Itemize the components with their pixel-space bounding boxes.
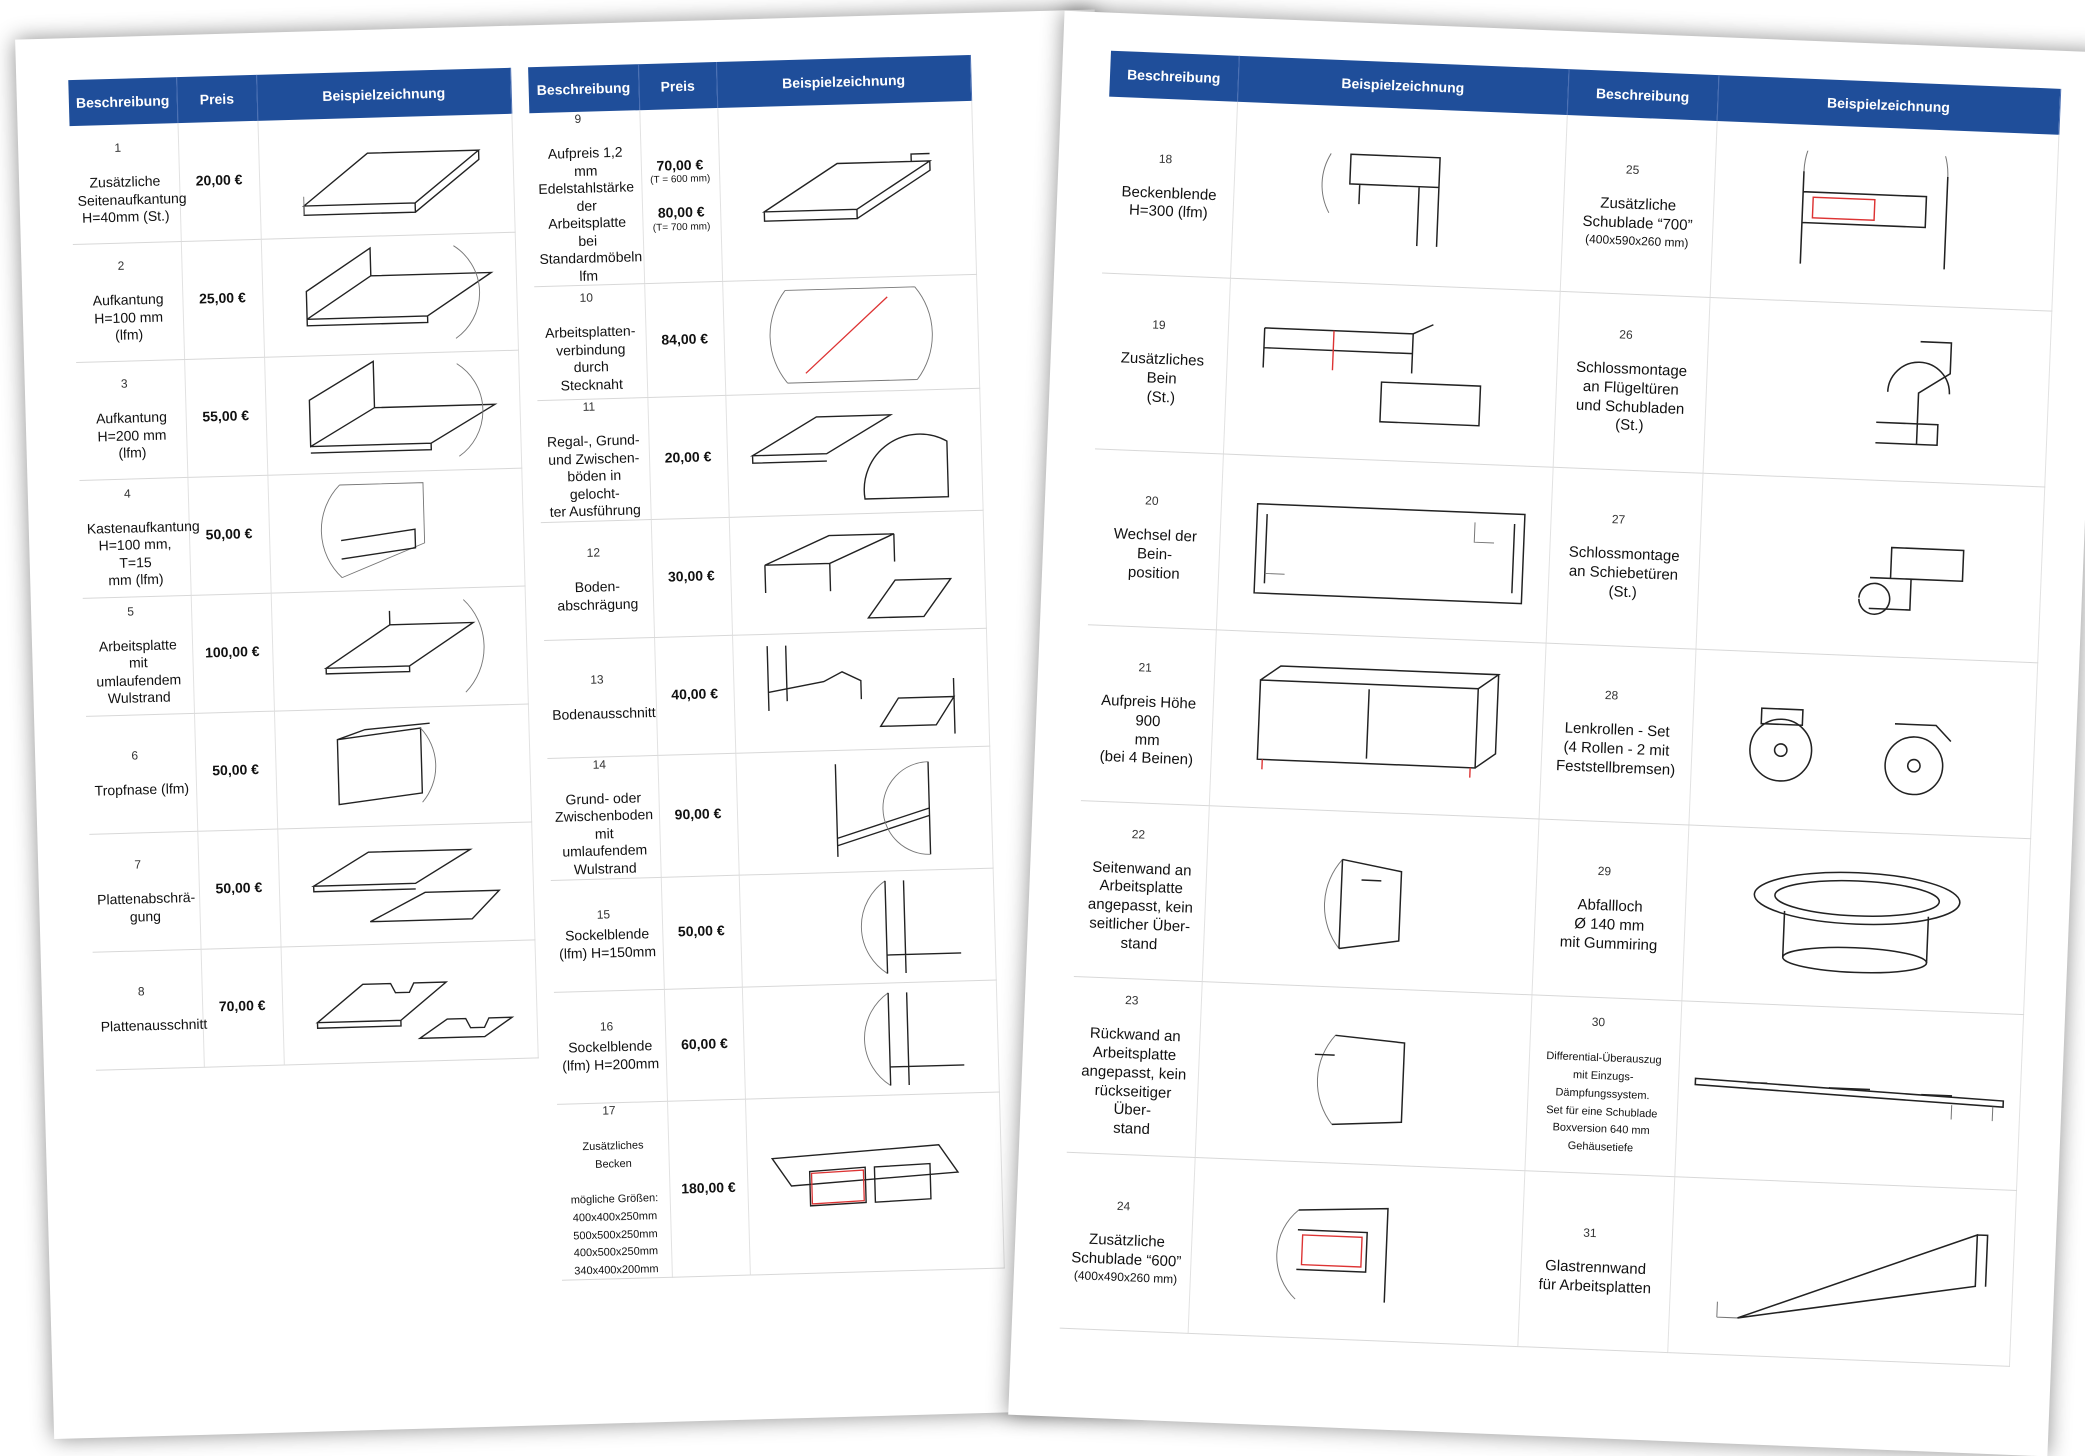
description-cell — [554, 989, 667, 1104]
drawing-cell — [722, 274, 979, 395]
shelf-bevel-drawing — [735, 513, 979, 631]
description-cell — [1553, 291, 1710, 473]
drawing-cell — [277, 821, 534, 946]
plinth-drawing — [745, 868, 989, 986]
price-cell — [201, 947, 284, 1067]
drawing-cell — [1688, 649, 2037, 839]
item-description: Bodenausschnitt — [551, 703, 656, 723]
price-cell — [184, 357, 267, 477]
header-description: Beschreibung — [68, 77, 177, 126]
lock-sliding-drawing — [1703, 499, 2037, 635]
item-description: Arbeitsplatte mit umlaufendem Wulstrand — [96, 635, 182, 707]
item-number: 6 — [131, 748, 139, 763]
item-price: 70,00 € — [218, 997, 266, 1015]
header-description: Beschreibung — [528, 64, 639, 113]
description-cell — [86, 713, 197, 834]
description-cell — [1531, 818, 1688, 1000]
item-number: 2 — [117, 258, 125, 274]
bevel-drawing — [284, 825, 528, 943]
item-description: Regal-, Grund- und Zwischen- böden in gelocht- ter Ausführung — [546, 431, 641, 520]
drawing-cell — [717, 101, 976, 282]
table-row — [544, 628, 989, 758]
table-row — [537, 388, 982, 522]
description-cell — [1524, 994, 1681, 1176]
item-number: 9 — [574, 111, 582, 127]
price-cell — [639, 108, 722, 284]
item-price: 50,00 € — [205, 525, 253, 543]
drawing-cell — [735, 746, 992, 875]
left-catalog-page — [15, 9, 1134, 1439]
item-price: 100,00 € — [204, 643, 260, 661]
drawing-cell — [1188, 1157, 1525, 1346]
item-price: 70,00 € (T = 600 mm) 80,00 € (T= 700 mm) — [650, 156, 711, 234]
item-description: Arbeitsplatten- verbindung durch Stecknaht — [544, 322, 636, 393]
description-cell — [1560, 115, 1717, 297]
item-description: Differential-Überauszug mit Einzugs- Dämpfungssystem. Set für eine Schublade Boxversion 640 mm Gehäusetiefe — [1545, 1050, 1662, 1155]
options-table-left-2 — [528, 55, 1004, 1281]
item-description: Rückwand an Arbeitsplatte angepasst, kein rückseitiger Über- stand — [1080, 1024, 1187, 1139]
item-number: 14 — [592, 757, 607, 772]
sink-drawing — [752, 1125, 996, 1243]
description-cell — [534, 284, 647, 401]
drawing-cell — [725, 388, 982, 517]
table-row — [70, 114, 515, 244]
drawing-cell — [281, 939, 538, 1064]
sink-panel-drawing — [1238, 130, 1560, 262]
description-cell — [551, 877, 664, 992]
item-description: Tropfnase (lfm) — [94, 779, 190, 799]
extra-leg-drawing — [1231, 306, 1553, 438]
item-description: Plattenabschrä- gung — [96, 888, 196, 925]
description-cell — [73, 241, 184, 362]
description-cell — [1095, 273, 1230, 454]
item-description: Schlossmontage an Schiebetüren (St.) — [1568, 543, 1680, 602]
drawing-cell — [742, 980, 999, 1099]
item-number: 23 — [1124, 993, 1139, 1008]
item-price: 50,00 € — [215, 879, 263, 897]
item-description: Beckenblende H=300 (lfm) — [1121, 182, 1217, 222]
drawing-cell — [745, 1092, 1004, 1275]
item-number: 20 — [1144, 493, 1159, 509]
item-number: 7 — [134, 857, 142, 872]
drawing-cell — [1681, 824, 2030, 1014]
item-price: 55,00 € — [202, 407, 250, 425]
leg-position-drawing — [1224, 482, 1546, 614]
table-row — [547, 746, 992, 880]
drawer-600-drawing — [1195, 1186, 1517, 1318]
item-description: Zusätzliche Seitenaufkantung H=40mm (St.) — [77, 172, 187, 226]
item-description: Boden- abschrägung — [557, 577, 639, 614]
item-note: (400x490x260 mm) — [1073, 1267, 1178, 1287]
item-description: Lenkrollen - Set (4 Rollen - 2 mit Feststellbremsen) — [1555, 719, 1676, 779]
item-number: 31 — [1582, 1225, 1597, 1240]
item-price: 50,00 € — [677, 922, 725, 940]
drawing-cell — [1703, 297, 2052, 487]
description-cell — [547, 755, 660, 880]
item-description: Kastenaufkantung H=100 mm, T=15 mm (lfm) — [86, 517, 200, 589]
price-cell — [644, 281, 725, 397]
item-price: 84,00 € — [661, 330, 709, 348]
description-cell — [1546, 467, 1703, 649]
drawing-cell — [271, 586, 528, 711]
drawing-cell — [739, 868, 996, 987]
price-cell — [651, 517, 732, 637]
drawing-cell — [1667, 1176, 2016, 1366]
drawing-cell — [1695, 473, 2044, 663]
item-description: Zusätzliche Schublade “700” — [1582, 194, 1693, 234]
item-number: 28 — [1604, 688, 1619, 703]
drawing-cell — [1230, 102, 1567, 291]
item-number: 8 — [137, 984, 145, 999]
item-description: Abfallloch Ø 140 mm mit Gummiring — [1559, 896, 1658, 955]
waste-hole-drawing — [1689, 851, 2023, 987]
price-cell — [657, 753, 738, 877]
header-drawing: Beispielzeichnung — [256, 68, 511, 121]
drawing-cell — [1209, 629, 1546, 818]
price-cell — [197, 829, 280, 949]
table-row — [79, 468, 524, 598]
item-description: Grund- oder Zwischenboden mit umlaufendem Wulstrand — [554, 789, 654, 878]
description-cell — [79, 477, 200, 598]
item-number: 29 — [1597, 864, 1612, 879]
table-row — [1060, 1152, 2016, 1366]
item-number: 30 — [1591, 1015, 1606, 1030]
item-description: Aufkantung H=100 mm (lfm) — [92, 290, 164, 344]
drawing-cell — [732, 628, 989, 753]
description-cell — [541, 519, 654, 640]
item-description: Wechsel der Bein- position — [1113, 525, 1198, 583]
back-wall-drawing — [1202, 1010, 1524, 1142]
description-cell — [1517, 1170, 1674, 1352]
item-number: 25 — [1625, 162, 1640, 177]
table-row — [557, 1092, 1004, 1280]
header-price: Preis — [176, 75, 257, 123]
price-cell — [667, 1099, 750, 1277]
item-price: 60,00 € — [680, 1034, 728, 1052]
item-number: 3 — [120, 376, 128, 392]
item-description: Zusätzliches Bein (St.) — [1120, 349, 1205, 407]
item-price: 25,00 € — [198, 289, 246, 307]
drip-edge-drawing — [281, 707, 525, 825]
item-description: Plattenausschnitt — [100, 1015, 208, 1035]
description-cell — [1074, 800, 1209, 981]
header-drawing: Beispielzeichnung — [1717, 75, 2061, 135]
price-cell — [187, 475, 270, 595]
perforated-drawing — [732, 394, 976, 512]
item-number: 16 — [599, 1019, 614, 1034]
item-price: 40,00 € — [671, 685, 719, 703]
item-number: 24 — [1116, 1199, 1131, 1214]
options-table-right — [1060, 51, 2061, 1367]
price-cell — [178, 121, 261, 241]
description-cell — [1088, 448, 1223, 629]
drawer-700-drawing — [1717, 147, 2051, 283]
item-description: Schlossmontage an Flügeltüren und Schubladen (St.) — [1575, 358, 1688, 435]
description-cell — [1081, 624, 1216, 805]
item-price: 20,00 € — [195, 171, 243, 189]
price-cell — [194, 711, 277, 831]
price-cell — [654, 635, 735, 755]
cutout-drawing — [287, 943, 531, 1061]
height-900-drawing — [1216, 658, 1538, 790]
description-cell — [89, 831, 200, 952]
drawer-slide-drawing — [1682, 1027, 2016, 1163]
item-description: Sockelblende (lfm) H=200mm — [562, 1037, 660, 1074]
right-catalog-page — [1008, 11, 2085, 1456]
item-description: Aufkantung H=200 mm (lfm) — [95, 408, 168, 462]
upstand-200-drawing — [271, 353, 515, 471]
item-description: Sockelblende (lfm) H=150mm — [558, 925, 657, 962]
price-cell — [181, 239, 264, 359]
header-description: Beschreibung — [1567, 69, 1719, 121]
item-number: 11 — [582, 399, 596, 414]
shelf-cutout-drawing — [739, 631, 983, 749]
table-row — [83, 586, 528, 716]
glass-partition-drawing — [1675, 1203, 2009, 1339]
options-table-left-1 — [68, 68, 538, 1070]
edge-raise-drawing — [264, 117, 508, 235]
item-price: 180,00 € — [680, 1178, 736, 1197]
drawing-cell — [1195, 981, 1532, 1170]
header-drawing: Beispielzeichnung — [716, 55, 971, 108]
table-row — [541, 510, 986, 640]
drawing-cell — [274, 704, 531, 829]
header-drawing: Beispielzeichnung — [1237, 56, 1569, 115]
plinth-drawing — [748, 980, 992, 1098]
table-row — [554, 980, 999, 1105]
item-number: 15 — [596, 907, 611, 922]
item-description: Aufpreis 1,2 mm Edelstahlstärke der Arbeitsplatte bei Standardmöbeln lfm — [538, 143, 643, 284]
description-cell — [529, 110, 644, 287]
item-number: 13 — [590, 672, 604, 687]
item-note: (400x590x260 mm) — [1584, 231, 1689, 250]
drawing-cell — [261, 232, 518, 357]
table-row — [76, 350, 521, 480]
side-wall-drawing — [1209, 834, 1531, 966]
table-row — [86, 704, 531, 834]
description-cell — [537, 398, 650, 523]
item-number: 19 — [1151, 317, 1166, 333]
table-row — [73, 232, 518, 362]
shelf-bead-drawing — [742, 751, 986, 869]
item-price: 20,00 € — [664, 447, 712, 466]
castors-drawing — [1696, 675, 2030, 811]
item-number: 5 — [127, 603, 135, 619]
worktop-bead-drawing — [277, 589, 521, 707]
description-cell — [1539, 643, 1696, 825]
drawing-cell — [729, 510, 986, 635]
item-description: Zusätzliche Schublade “600” — [1070, 1231, 1182, 1271]
table-row — [534, 274, 979, 400]
item-number: 26 — [1619, 327, 1633, 342]
table-row — [551, 868, 996, 993]
description-cell — [76, 359, 187, 480]
item-number: 22 — [1131, 826, 1146, 842]
upstand-100-drawing — [267, 235, 511, 353]
item-number: 18 — [1158, 151, 1173, 166]
seam-drawing — [729, 276, 973, 394]
description-cell — [1067, 976, 1202, 1157]
item-price: 50,00 € — [212, 761, 260, 779]
item-description: Glastrennwand für Arbeitsplatten — [1538, 1256, 1652, 1297]
lock-hinged-drawing — [1710, 323, 2044, 459]
price-cell — [664, 987, 745, 1101]
description-cell — [557, 1101, 672, 1280]
description-cell — [70, 123, 187, 244]
drawing-cell — [267, 468, 524, 593]
drawing-cell — [1202, 805, 1539, 994]
price-cell — [191, 593, 274, 713]
description-cell — [544, 637, 657, 758]
drawing-cell — [1223, 278, 1560, 467]
drawing-cell — [264, 350, 521, 475]
item-number: 4 — [123, 486, 131, 501]
table-row — [529, 101, 976, 287]
item-number: 10 — [579, 290, 594, 305]
table-row — [89, 821, 534, 951]
drawing-cell — [1674, 1000, 2023, 1190]
description-cell — [1102, 97, 1237, 278]
description-cell — [93, 949, 208, 1070]
item-number: 27 — [1611, 512, 1626, 528]
drawing-cell — [1216, 454, 1553, 643]
item-description: Zusätzliches Becken mögliche Größen: 400x400x250mm 500x500x250mm 400x500x250mm 340x400x200mm — [570, 1139, 659, 1278]
description-cell — [1060, 1152, 1195, 1333]
item-number: 21 — [1138, 660, 1153, 675]
thickness-drawing — [725, 132, 969, 250]
drawing-cell — [1710, 121, 2059, 311]
item-price: 90,00 € — [674, 805, 722, 823]
item-description: Aufpreis Höhe 900 mm (bei 4 Beinen) — [1099, 691, 1197, 769]
header-description: Beschreibung — [1109, 51, 1239, 102]
item-number: 12 — [586, 545, 601, 560]
item-description: Seitenwand an Arbeitsplatte angepasst, kein seitlicher Über- stand — [1087, 858, 1194, 953]
item-price: 30,00 € — [667, 567, 715, 585]
drawing-cell — [257, 114, 514, 239]
table-row — [93, 939, 538, 1069]
price-cell — [661, 875, 742, 989]
description-cell — [83, 595, 194, 716]
header-price: Preis — [638, 62, 717, 110]
item-number: 17 — [602, 1103, 616, 1118]
price-cell — [647, 395, 728, 519]
item-number: 1 — [114, 140, 122, 155]
box-upstand-drawing — [274, 471, 518, 589]
